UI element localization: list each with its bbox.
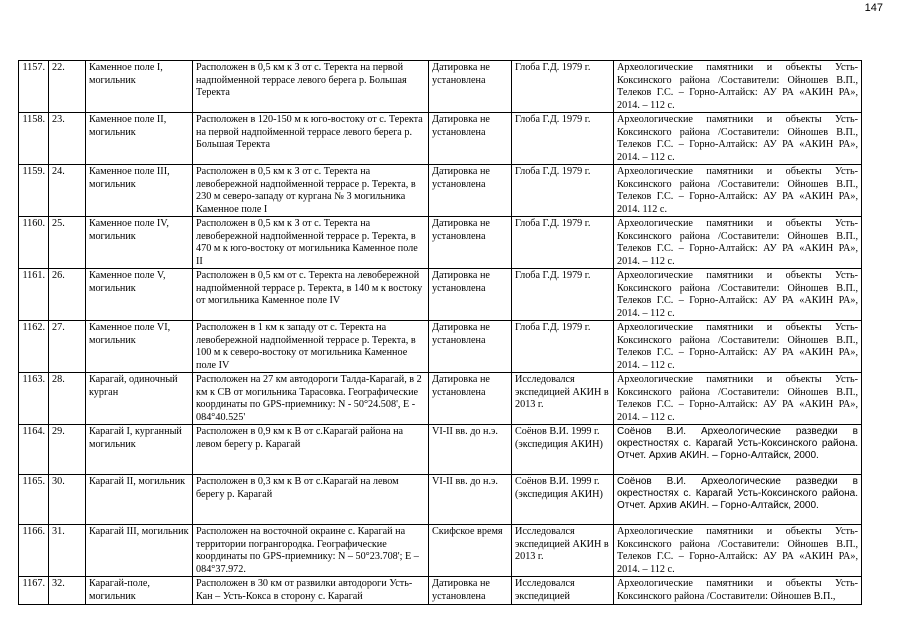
row-number: 1163. xyxy=(19,373,49,425)
monument-dating: Датировка не установлена xyxy=(429,373,512,425)
monument-dating: Датировка не установлена xyxy=(429,577,512,605)
monument-researcher: Глоба Г.Д. 1979 г. xyxy=(512,269,614,321)
monument-researcher: Глоба Г.Д. 1979 г. xyxy=(512,165,614,217)
table-row xyxy=(19,165,862,217)
page-number: 147 xyxy=(864,2,883,14)
monument-researcher: Соёнов В.И. 1999 г. (экспедиция АКИН) xyxy=(512,425,614,475)
monument-location: Расположен в 0,5 км к З от с. Теректа на первой надпойменной террасе левого берега р. Большая Теректа xyxy=(193,61,429,113)
monument-source: Соёнов В.И. Археологические разведки в окрестностях с. Карагай Усть-Коксинского района. Отчет. Архив АКИН. – Горно-Алтайск, 2000. xyxy=(614,425,862,475)
monument-researcher: Глоба Г.Д. 1979 г. xyxy=(512,61,614,113)
row-subnumber: 26. xyxy=(49,269,86,321)
monument-location: Расположен в 0,5 км к З от с. Теректа на левобережной надпойменной террасе р. Теректа, в 470 м к юго-востоку от могильника Каменное поле II xyxy=(193,217,429,269)
table-row xyxy=(19,61,862,113)
table-row xyxy=(19,425,862,475)
monument-dating: Датировка не установлена xyxy=(429,113,512,165)
monument-source: Археологические памятники и объекты Усть-Коксинского района /Составители: Ойношев В.П., Телеков Г.С. – Горно-Алтайск: АУ РА «АКИН РА», 2014. – 112 с. xyxy=(614,321,862,373)
monument-source: Археологические памятники и объекты Усть-Коксинского района /Составители: Ойношев В.П., Телеков Г.С. – Горно-Алтайск: АУ РА «АКИН РА», 2014. – 112 с. xyxy=(614,269,862,321)
table-row xyxy=(19,113,862,165)
monument-location: Расположен в 30 км от развилки автодороги Усть-Кан – Усть-Кокса в сторону с. Карагай xyxy=(193,577,429,605)
monument-researcher: Глоба Г.Д. 1979 г. xyxy=(512,217,614,269)
monument-dating: Датировка не установлена xyxy=(429,61,512,113)
row-number: 1161. xyxy=(19,269,49,321)
monument-source: Археологические памятники и объекты Усть-Коксинского района /Составители: Ойношев В.П., Телеков Г.С. – Горно-Алтайск: АУ РА «АКИН РА», 2014. – 112 с. xyxy=(614,61,862,113)
monument-name: Карагай-поле, могильник xyxy=(86,577,193,605)
monument-dating: Датировка не установлена xyxy=(429,217,512,269)
monument-location: Расположен в 0,5 км от с. Теректа на левобережной надпойменной террасе р. Теректа, в 140 м к востоку от могильника Каменное поле IV xyxy=(193,269,429,321)
row-subnumber: 31. xyxy=(49,525,86,577)
row-number: 1162. xyxy=(19,321,49,373)
monument-researcher: Глоба Г.Д. 1979 г. xyxy=(512,321,614,373)
monument-location: Расположен в 120-150 м к юго-востоку от с. Теректа на первой надпойменной террасе левого берега р. Большая Теректа xyxy=(193,113,429,165)
monument-name: Каменное поле IV, могильник xyxy=(86,217,193,269)
table-row xyxy=(19,475,862,525)
monument-source: Археологические памятники и объекты Усть-Коксинского района /Составители: Ойношев В.П., Телеков Г.С. – Горно-Алтайск: АУ РА «АКИН РА», 2014. 112 с. xyxy=(614,165,862,217)
monument-source: Археологические памятники и объекты Усть-Коксинского района /Составители: Ойношев В.П., Телеков Г.С. – Горно-Алтайск: АУ РА «АКИН РА», 2014. – 112 с. xyxy=(614,217,862,269)
monument-name: Каменное поле III, могильник xyxy=(86,165,193,217)
monument-source: Археологические памятники и объекты Усть-Коксинского района /Составители: Ойношев В.П., Телеков Г.С. – Горно-Алтайск: АУ РА «АКИН РА», 2014. – 112 с. xyxy=(614,113,862,165)
monument-name: Карагай I, курганный могильник xyxy=(86,425,193,475)
row-subnumber: 32. xyxy=(49,577,86,605)
row-subnumber: 28. xyxy=(49,373,86,425)
table-row xyxy=(19,269,862,321)
row-number: 1166. xyxy=(19,525,49,577)
monument-dating: VI-II вв. до н.э. xyxy=(429,425,512,475)
row-number: 1158. xyxy=(19,113,49,165)
monument-location: Расположен в 0,3 км к В от с.Карагай на левом берегу р. Карагай xyxy=(193,475,429,525)
row-subnumber: 23. xyxy=(49,113,86,165)
monument-source: Археологические памятники и объекты Усть-Коксинского района /Составители: Ойношев В.П., xyxy=(614,577,862,605)
monument-dating: VI-II вв. до н.э. xyxy=(429,475,512,525)
row-subnumber: 27. xyxy=(49,321,86,373)
monument-source: Археологические памятники и объекты Усть-Коксинского района /Составители: Ойношев В.П., Телеков Г.С. – Горно-Алтайск: АУ РА «АКИН РА», 2014. – 112 с. xyxy=(614,373,862,425)
row-subnumber: 24. xyxy=(49,165,86,217)
monument-dating: Датировка не установлена xyxy=(429,321,512,373)
monument-name: Каменное поле I, могильник xyxy=(86,61,193,113)
row-subnumber: 30. xyxy=(49,475,86,525)
monument-dating: Скифское время xyxy=(429,525,512,577)
monument-name: Каменное поле VI, могильник xyxy=(86,321,193,373)
table-row xyxy=(19,577,862,605)
table-row xyxy=(19,525,862,577)
monument-location: Расположен в 1 км к западу от с. Теректа на левобережной надпойменной террасе р. Теректа, в 100 м к северо-востоку от могильника Каменное поле IV xyxy=(193,321,429,373)
table-row xyxy=(19,373,862,425)
monument-researcher: Исследовался экспедицией АКИН в 2013 г. xyxy=(512,373,614,425)
table-row xyxy=(19,217,862,269)
monuments-table xyxy=(18,60,862,605)
monument-researcher: Соёнов В.И. 1999 г. (экспедиция АКИН) xyxy=(512,475,614,525)
row-subnumber: 25. xyxy=(49,217,86,269)
monument-source: Археологические памятники и объекты Усть-Коксинского района /Составители: Ойношев В.П., Телеков Г.С. – Горно-Алтайск: АУ РА «АКИН РА», 2014. – 112 с. xyxy=(614,525,862,577)
monument-dating: Датировка не установлена xyxy=(429,165,512,217)
monument-researcher: Исследовался экспедицией АКИН в 2013 г. xyxy=(512,525,614,577)
row-subnumber: 22. xyxy=(49,61,86,113)
monument-name: Карагай II, могильник xyxy=(86,475,193,525)
row-number: 1167. xyxy=(19,577,49,605)
table-row xyxy=(19,321,862,373)
monument-dating: Датировка не установлена xyxy=(429,269,512,321)
monument-location: Расположен на восточной окраине с. Карагай на территории погрангородка. Географические координаты по GPS-приемнику: N – 50°23.708'; E – 084°37.972. xyxy=(193,525,429,577)
row-number: 1159. xyxy=(19,165,49,217)
row-number: 1157. xyxy=(19,61,49,113)
monument-researcher: Глоба Г.Д. 1979 г. xyxy=(512,113,614,165)
monument-researcher: Исследовался экспедицией xyxy=(512,577,614,605)
monument-name: Каменное поле V, могильник xyxy=(86,269,193,321)
monument-name: Карагай, одиночный курган xyxy=(86,373,193,425)
monument-name: Карагай III, могильник xyxy=(86,525,193,577)
monument-source: Соёнов В.И. Археологические разведки в окрестностях с. Карагай Усть-Коксинского района. Отчет. Архив АКИН. – Горно-Алтайск, 2000. xyxy=(614,475,862,525)
row-number: 1160. xyxy=(19,217,49,269)
monument-location: Расположен в 0,5 км к З от с. Теректа на левобережной надпойменной террасе р. Теректа, в 230 м северо-западу от кургана № 3 могильника Каменное поле I xyxy=(193,165,429,217)
monument-location: Расположен на 27 км автодороги Талда-Карагай, в 2 км к СВ от могильника Тарасовка. Географические координаты по GPS-приемнику: N - 50°24.508', E - 084°40.525' xyxy=(193,373,429,425)
monument-name: Каменное поле II, могильник xyxy=(86,113,193,165)
monument-location: Расположен в 0,9 км к В от с.Карагай района на левом берегу р. Карагай xyxy=(193,425,429,475)
row-number: 1165. xyxy=(19,475,49,525)
row-subnumber: 29. xyxy=(49,425,86,475)
row-number: 1164. xyxy=(19,425,49,475)
